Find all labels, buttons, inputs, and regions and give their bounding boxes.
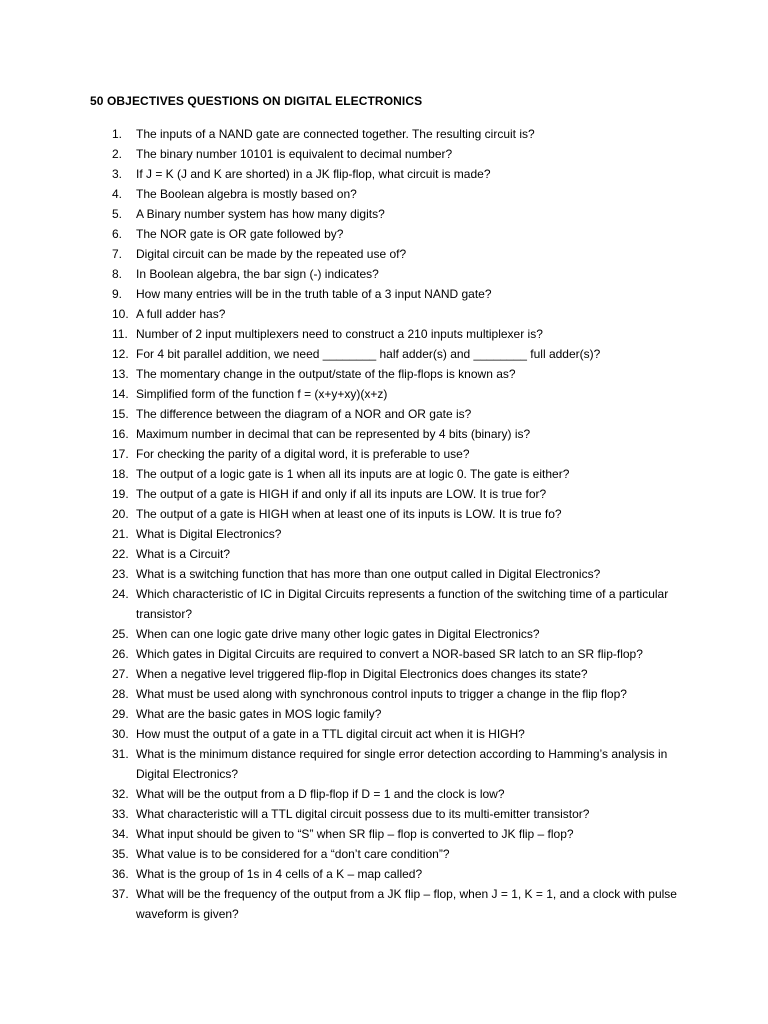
question-text: The output of a gate is HIGH when at least one of its inputs is LOW. It is true fo? <box>136 507 562 521</box>
question-number: 4. <box>112 187 123 201</box>
question-item <box>112 524 692 544</box>
question-number: 37. <box>112 887 129 901</box>
question-item <box>112 664 692 684</box>
question-text: What is Digital Electronics? <box>136 527 282 541</box>
question-number: 35. <box>112 847 129 861</box>
question-text: What will be the frequency of the output from a JK flip – flop, when J = 1, K = 1, and a clock with pulse waveform is given? <box>136 887 677 921</box>
question-text: The output of a logic gate is 1 when all its inputs are at logic 0. The gate is either? <box>136 467 570 481</box>
question-number: 13. <box>112 367 129 381</box>
question-number: 24. <box>112 587 129 601</box>
question-item <box>112 884 692 924</box>
question-item <box>112 404 692 424</box>
question-text: How many entries will be in the truth table of a 3 input NAND gate? <box>136 287 492 301</box>
question-number: 6. <box>112 227 123 241</box>
question-item <box>112 184 692 204</box>
question-text: What is the group of 1s in 4 cells of a K – map called? <box>136 867 423 881</box>
question-text: What are the basic gates in MOS logic family? <box>136 707 382 721</box>
question-number: 28. <box>112 687 129 701</box>
question-text: A Binary number system has how many digits? <box>136 207 385 221</box>
question-text: The inputs of a NAND gate are connected together. The resulting circuit is? <box>136 127 535 141</box>
question-number: 23. <box>112 567 129 581</box>
question-item <box>112 164 692 184</box>
question-item <box>112 204 692 224</box>
question-text: Which characteristic of IC in Digital Circuits represents a function of the switching time of a particular transistor? <box>136 587 669 621</box>
question-number: 19. <box>112 487 129 501</box>
question-item <box>112 784 692 804</box>
question-item <box>112 844 692 864</box>
question-text: How must the output of a gate in a TTL digital circuit act when it is HIGH? <box>136 727 525 741</box>
question-item <box>112 624 692 644</box>
question-text: Maximum number in decimal that can be represented by 4 bits (binary) is? <box>136 427 531 441</box>
question-number: 11. <box>112 327 128 341</box>
question-number: 14. <box>112 387 129 401</box>
question-number: 22. <box>112 547 129 561</box>
question-text: What is a Circuit? <box>136 547 231 561</box>
document-title: 50 OBJECTIVES QUESTIONS ON DIGITAL ELECTRONICS <box>90 94 423 108</box>
question-number: 5. <box>112 207 123 221</box>
question-item <box>112 684 692 704</box>
question-number: 32. <box>112 787 129 801</box>
question-item <box>112 484 692 504</box>
question-text: Number of 2 input multiplexers need to construct a 210 inputs multiplexer is? <box>136 327 543 341</box>
question-item <box>112 804 692 824</box>
question-item <box>112 584 692 624</box>
question-item <box>112 384 692 404</box>
question-item <box>112 244 692 264</box>
question-text: If J = K (J and K are shorted) in a JK flip-flop, what circuit is made? <box>136 167 491 181</box>
question-item <box>112 284 692 304</box>
question-number: 15. <box>112 407 129 421</box>
question-number: 8. <box>112 267 123 281</box>
question-text: When can one logic gate drive many other logic gates in Digital Electronics? <box>136 627 540 641</box>
question-number: 20. <box>112 507 129 521</box>
question-item <box>112 824 692 844</box>
question-text: The difference between the diagram of a NOR and OR gate is? <box>136 407 472 421</box>
question-number: 9. <box>112 287 123 301</box>
question-text: For checking the parity of a digital word, it is preferable to use? <box>136 447 470 461</box>
question-item <box>112 224 692 244</box>
question-text: What will be the output from a D flip-flop if D = 1 and the clock is low? <box>136 787 505 801</box>
question-item <box>112 364 692 384</box>
question-text: The momentary change in the output/state of the flip-flops is known as? <box>136 367 516 381</box>
question-text: The binary number 10101 is equivalent to decimal number? <box>136 147 453 161</box>
question-item <box>112 344 692 364</box>
question-text: The NOR gate is OR gate followed by? <box>136 227 344 241</box>
question-text: What value is to be considered for a “don’t care condition”? <box>136 847 450 861</box>
question-number: 25. <box>112 627 129 641</box>
question-text: A full adder has? <box>136 307 226 321</box>
question-text: For 4 bit parallel addition, we need ________ half adder(s) and ________ full adder(s)? <box>136 347 601 361</box>
question-text: The output of a gate is HIGH if and only if all its inputs are LOW. It is true for? <box>136 487 547 501</box>
question-number: 12. <box>112 347 129 361</box>
question-number: 7. <box>112 247 123 261</box>
question-item <box>112 144 692 164</box>
question-list <box>112 124 692 924</box>
question-text: What input should be given to “S” when SR flip – flop is converted to JK flip – flop? <box>136 827 574 841</box>
question-text: In Boolean algebra, the bar sign (-) indicates? <box>136 267 379 281</box>
question-item <box>112 744 692 784</box>
question-item <box>112 504 692 524</box>
question-number: 10. <box>112 307 129 321</box>
question-text: When a negative level triggered flip-flop in Digital Electronics does changes its state? <box>136 667 588 681</box>
question-text: What is a switching function that has more than one output called in Digital Electronics? <box>136 567 601 581</box>
question-item <box>112 124 692 144</box>
question-item <box>112 324 692 344</box>
question-number: 18. <box>112 467 129 481</box>
question-item <box>112 564 692 584</box>
question-text: Digital circuit can be made by the repeated use of? <box>136 247 407 261</box>
question-number: 16. <box>112 427 129 441</box>
question-item <box>112 724 692 744</box>
question-text: What is the minimum distance required for single error detection according to Hamming’s analysis in Digital Electronics? <box>136 747 668 781</box>
question-item <box>112 544 692 564</box>
question-number: 26. <box>112 647 129 661</box>
question-text: Which gates in Digital Circuits are required to convert a NOR-based SR latch to an SR flip-flop? <box>136 647 643 661</box>
question-number: 33. <box>112 807 129 821</box>
question-item <box>112 444 692 464</box>
question-item <box>112 304 692 324</box>
question-number: 2. <box>112 147 123 161</box>
question-number: 21. <box>112 527 129 541</box>
question-item <box>112 644 692 664</box>
question-text: The Boolean algebra is mostly based on? <box>136 187 357 201</box>
question-number: 17. <box>112 447 129 461</box>
question-number: 34. <box>112 827 129 841</box>
question-number: 1. <box>112 127 123 141</box>
question-number: 29. <box>112 707 129 721</box>
question-number: 27. <box>112 667 129 681</box>
question-item <box>112 264 692 284</box>
question-text: What characteristic will a TTL digital circuit possess due to its multi-emitter transistor? <box>136 807 590 821</box>
question-number: 30. <box>112 727 129 741</box>
question-number: 3. <box>112 167 123 181</box>
question-item <box>112 424 692 444</box>
question-number: 36. <box>112 867 129 881</box>
question-number: 31. <box>112 747 129 761</box>
question-text: What must be used along with synchronous control inputs to trigger a change in the flip flop? <box>136 687 627 701</box>
question-item <box>112 464 692 484</box>
question-item <box>112 704 692 724</box>
question-text: Simplified form of the function f = (x+y+xy)(x+z) <box>136 387 388 401</box>
question-item <box>112 864 692 884</box>
